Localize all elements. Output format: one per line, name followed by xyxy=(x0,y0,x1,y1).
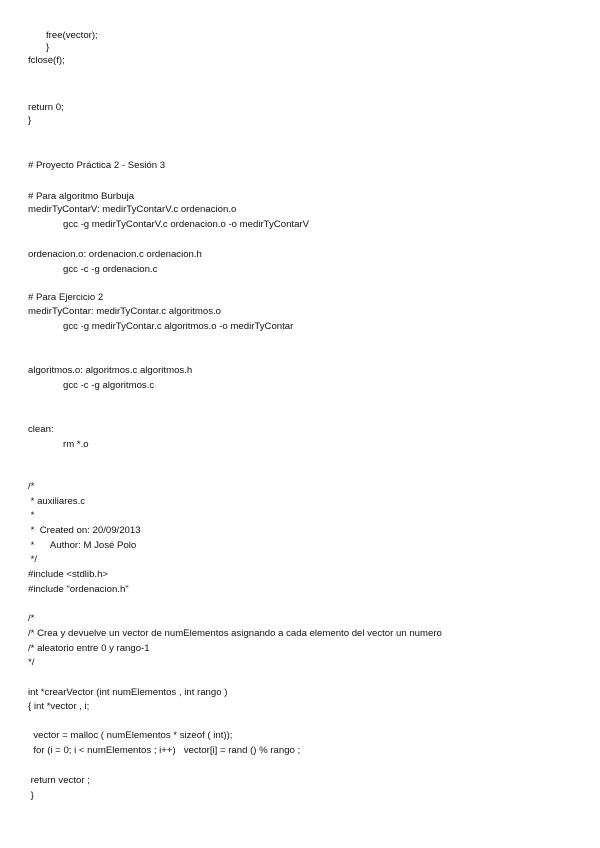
code-line: clean: xyxy=(28,424,54,435)
code-line: gcc -g medirTyContarV.c ordenacion.o -o medirTyContarV xyxy=(63,219,309,230)
code-line: vector = malloc ( numElementos * sizeof ( int)); xyxy=(28,730,233,741)
code-line: } xyxy=(28,115,32,126)
code-line: # Proyecto Práctica 2 - Sesión 3 xyxy=(28,160,166,171)
code-line: # Para algoritmo Burbuja xyxy=(28,191,135,202)
code-line: gcc -c -g ordenacion.c xyxy=(63,264,158,275)
code-line: } xyxy=(46,42,50,53)
code-line: #include <stdlib.h> xyxy=(28,569,109,580)
code-line: gcc -g medirTyContar.c algoritmos.o -o medirTyContar xyxy=(63,321,294,332)
code-line: return vector ; xyxy=(28,775,90,786)
code-line: /* xyxy=(28,481,35,492)
code-line: medirTyContar: medirTyContar.c algoritmos.o xyxy=(28,306,222,317)
code-line: # Para Ejercicio 2 xyxy=(28,292,104,303)
code-line: int *crearVector (int numElementos , int rango ) xyxy=(28,687,228,698)
code-line: /* xyxy=(28,613,35,624)
code-line: for (i = 0; i < numElementos ; i++) vector[i] = rand () % rango ; xyxy=(28,745,301,756)
code-line: * Author: M José Polo xyxy=(28,540,137,551)
code-line: * xyxy=(28,510,35,521)
code-line: free(vector); xyxy=(46,30,98,41)
code-line: } xyxy=(28,790,34,801)
code-line: medirTyContarV: medirTyContarV.c ordenacion.o xyxy=(28,204,237,215)
code-line: /* aleatorio entre 0 y rango-1 xyxy=(28,643,150,654)
code-line: { int *vector , i; xyxy=(28,701,90,712)
code-line: #include "ordenacion.h" xyxy=(28,584,129,595)
code-line: * auxiliares.c xyxy=(28,496,86,507)
code-line: return 0; xyxy=(28,102,64,113)
code-line: /* Crea y devuelve un vector de numElementos asignando a cada elemento del vector un numero xyxy=(28,628,442,639)
code-line: rm *.o xyxy=(63,439,89,450)
code-line: gcc -c -g algoritmos.c xyxy=(63,380,155,391)
code-line: algoritmos.o: algoritmos.c algoritmos.h xyxy=(28,365,193,376)
code-line: */ xyxy=(28,657,35,668)
code-line: fclose(f); xyxy=(28,55,65,66)
code-line: */ xyxy=(28,554,38,565)
code-line: ordenacion.o: ordenacion.c ordenacion.h xyxy=(28,249,202,260)
code-line: * Created on: 20/09/2013 xyxy=(28,525,141,536)
